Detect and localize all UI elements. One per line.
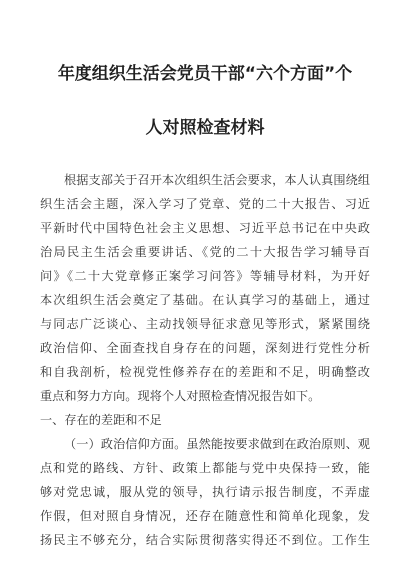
paragraph-1-line: 政治信仰、全面查找自身存在的问题，深刻进行党性分析 (40, 341, 370, 355)
paragraph-1-line: 与同志广泛谈心、主动找领导征求意见等形式，紧紧围绕 (40, 317, 370, 331)
paragraph-1-line: 平新时代中国特色社会主义思想、习近平总书记在中央政 (40, 221, 370, 235)
paragraph-2-line: （一）政治信仰方面。虽然能按要求做到在政治原则、观 (64, 437, 370, 451)
paragraph-1-line: 问》《二十大党章修正案学习问答》等辅导材料，为开好 (40, 269, 370, 283)
paragraph-2-line: 扬民主不够充分，结合实际贯彻落实得还不到位。工作生 (40, 533, 370, 547)
document-title-line-1: 年度组织生活会党员干部“六个方面”个 (57, 64, 353, 84)
paragraph-1-line: 治局民主生活会重要讲话、《党的二十大报告学习辅导百 (40, 245, 370, 259)
section-heading: 一、存在的差距和不足 (40, 413, 162, 427)
paragraph-1-line: 本次组织生活会奠定了基础。在认真学习的基础上，通过 (40, 293, 370, 307)
document-title-line-2: 人对照检查材料 (145, 118, 265, 138)
paragraph-2-line: 点和党的路线、方针、政策上都能与党中央保持一致，能 (40, 461, 370, 475)
paragraph-2-line: 作假，但对照自身情况，还存在随意性和简单化现象，发 (40, 509, 370, 523)
paragraph-1-line: 根据支部关于召开本次组织生活会要求，本人认真围绕组 (64, 173, 370, 187)
paragraph-1-line: 和自我剖析，检视党性修养存在的差距和不足，明确整改 (40, 365, 370, 379)
paragraph-2-line: 够对党忠诚，服从党的领导，执行请示报告制度，不弄虚 (40, 485, 370, 499)
paragraph-1-line: 重点和努力方向。现将个人对照检查情况报告如下。 (40, 389, 321, 403)
paragraph-1-line: 织生活会主题，深入学习了党章、党的二十大报告、习近 (40, 197, 370, 211)
